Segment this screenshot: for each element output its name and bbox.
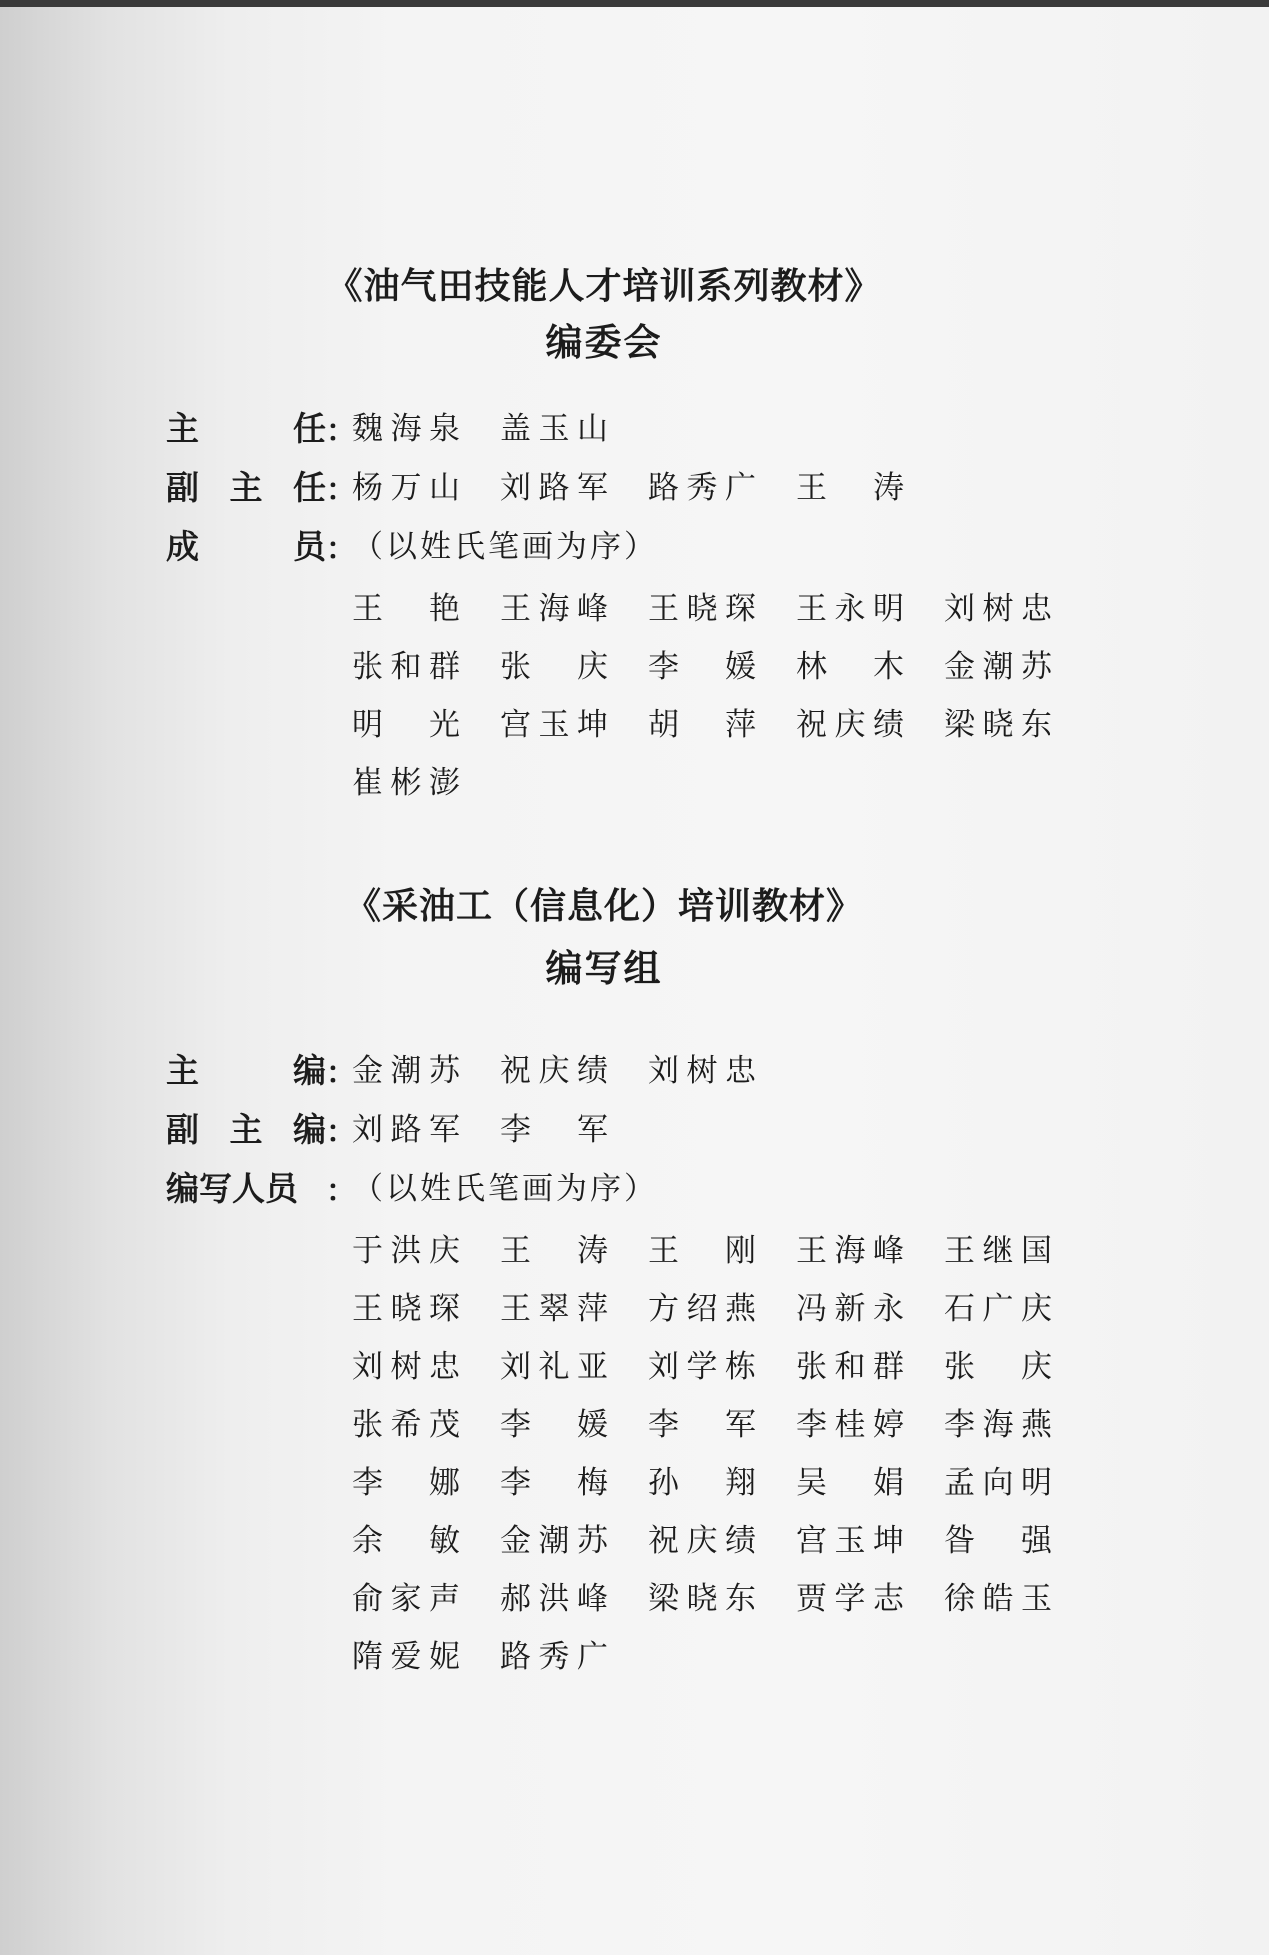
deputy-director-name: 刘 路 军 bbox=[500, 470, 608, 506]
writers-colon: ： bbox=[326, 1174, 356, 1209]
deputy-director-label: 副 主 任 bbox=[166, 468, 326, 507]
writer-name: 张 和 群 bbox=[796, 1349, 904, 1385]
member-name: 梁 晓 东 bbox=[944, 707, 1052, 743]
series-title: 《油气田技能人才培训系列教材》 bbox=[326, 265, 882, 307]
writer-name: 王 海 峰 bbox=[796, 1233, 904, 1269]
director-name: 魏 海 泉 bbox=[352, 411, 460, 447]
writer-name: 于 洪 庆 bbox=[352, 1233, 460, 1269]
member-name: 林 木 bbox=[796, 649, 904, 685]
member-name: 祝 庆 绩 bbox=[796, 707, 904, 743]
deputy-chief-editor-name: 刘 路 军 bbox=[352, 1112, 460, 1148]
deputy-director-name: 王 涛 bbox=[796, 470, 904, 506]
writer-name: 俞 家 声 bbox=[352, 1581, 460, 1617]
series-subtitle: 编委会 bbox=[545, 320, 663, 364]
writer-name: 李 梅 bbox=[500, 1465, 608, 1501]
members-names bbox=[352, 588, 1072, 820]
writer-name: 刘 学 栋 bbox=[648, 1349, 756, 1385]
chief-editor-colon: ： bbox=[326, 1056, 356, 1091]
group-subtitle: 编写组 bbox=[545, 946, 663, 990]
member-name: 张 和 群 bbox=[352, 649, 460, 685]
writer-name: 隋 爱 妮 bbox=[352, 1639, 460, 1675]
writer-name: 李 桂 婷 bbox=[796, 1407, 904, 1443]
writer-name: 孙 翔 bbox=[648, 1465, 756, 1501]
director-colon: ： bbox=[326, 414, 356, 449]
members-note: （以姓氏笔画为序） bbox=[352, 529, 658, 565]
member-name: 王 海 峰 bbox=[500, 591, 608, 627]
writer-name: 刘 礼 亚 bbox=[500, 1349, 608, 1385]
writer-name: 宫 玉 坤 bbox=[796, 1523, 904, 1559]
writer-name: 冯 新 永 bbox=[796, 1291, 904, 1327]
writer-name: 王 晓 琛 bbox=[352, 1291, 460, 1327]
director-name: 盖 玉 山 bbox=[500, 411, 608, 447]
writer-name: 李 军 bbox=[648, 1407, 756, 1443]
chief-editor-names bbox=[352, 1050, 796, 1092]
writer-name: 李 媛 bbox=[500, 1407, 608, 1443]
writer-name: 张 庆 bbox=[944, 1349, 1052, 1385]
writer-name: 徐 皓 玉 bbox=[944, 1581, 1052, 1617]
writers-names bbox=[352, 1230, 1072, 1694]
director-label: 主 任 bbox=[166, 409, 326, 448]
writer-name: 孟 向 明 bbox=[944, 1465, 1052, 1501]
deputy-director-names bbox=[352, 467, 944, 509]
member-name: 崔 彬 澎 bbox=[352, 765, 460, 801]
writer-name: 刘 树 忠 bbox=[352, 1349, 460, 1385]
page-top-edge bbox=[0, 0, 1269, 7]
member-name: 刘 树 忠 bbox=[944, 591, 1052, 627]
writer-name: 余 敏 bbox=[352, 1523, 460, 1559]
member-name: 王 晓 琛 bbox=[648, 591, 756, 627]
writer-name: 金 潮 苏 bbox=[500, 1523, 608, 1559]
writer-name: 王 继 国 bbox=[944, 1233, 1052, 1269]
deputy-chief-editor-names bbox=[352, 1109, 648, 1151]
writer-name: 昝 强 bbox=[944, 1523, 1052, 1559]
chief-editor-name: 祝 庆 绩 bbox=[500, 1053, 608, 1089]
writer-name: 李 海 燕 bbox=[944, 1407, 1052, 1443]
writer-name: 吴 娟 bbox=[796, 1465, 904, 1501]
writer-name: 祝 庆 绩 bbox=[648, 1523, 756, 1559]
member-name: 王 永 明 bbox=[796, 591, 904, 627]
chief-editor-name: 金 潮 苏 bbox=[352, 1053, 460, 1089]
deputy-director-name: 杨 万 山 bbox=[352, 470, 460, 506]
member-name: 金 潮 苏 bbox=[944, 649, 1052, 685]
deputy-chief-editor-label: 副 主 编 bbox=[166, 1110, 326, 1149]
chief-editor-name: 刘 树 忠 bbox=[648, 1053, 756, 1089]
writer-name: 贾 学 志 bbox=[796, 1581, 904, 1617]
deputy-director-colon: ： bbox=[326, 473, 356, 508]
writer-name: 王 刚 bbox=[648, 1233, 756, 1269]
member-name: 李 媛 bbox=[648, 649, 756, 685]
writer-name: 王 涛 bbox=[500, 1233, 608, 1269]
writer-name: 石 广 庆 bbox=[944, 1291, 1052, 1327]
member-name: 胡 萍 bbox=[648, 707, 756, 743]
writers-note: （以姓氏笔画为序） bbox=[352, 1171, 658, 1207]
writers-label: 编写人员 bbox=[166, 1169, 298, 1208]
deputy-chief-editor-colon: ： bbox=[326, 1115, 356, 1150]
writer-name: 王 翠 萍 bbox=[500, 1291, 608, 1327]
member-name: 张 庆 bbox=[500, 649, 608, 685]
writer-name: 李 娜 bbox=[352, 1465, 460, 1501]
members-label: 成 员 bbox=[166, 527, 326, 566]
deputy-director-name: 路 秀 广 bbox=[648, 470, 756, 506]
members-colon: ： bbox=[326, 532, 356, 567]
group-title: 《采油工（信息化）培训教材》 bbox=[344, 885, 863, 927]
chief-editor-label: 主 编 bbox=[166, 1051, 326, 1090]
director-names bbox=[352, 408, 648, 450]
writer-name: 郝 洪 峰 bbox=[500, 1581, 608, 1617]
writer-name: 路 秀 广 bbox=[500, 1639, 608, 1675]
writer-name: 张 希 茂 bbox=[352, 1407, 460, 1443]
writer-name: 方 绍 燕 bbox=[648, 1291, 756, 1327]
deputy-chief-editor-name: 李 军 bbox=[500, 1112, 608, 1148]
writer-name: 梁 晓 东 bbox=[648, 1581, 756, 1617]
member-name: 王 艳 bbox=[352, 591, 460, 627]
member-name: 宫 玉 坤 bbox=[500, 707, 608, 743]
member-name: 明 光 bbox=[352, 707, 460, 743]
